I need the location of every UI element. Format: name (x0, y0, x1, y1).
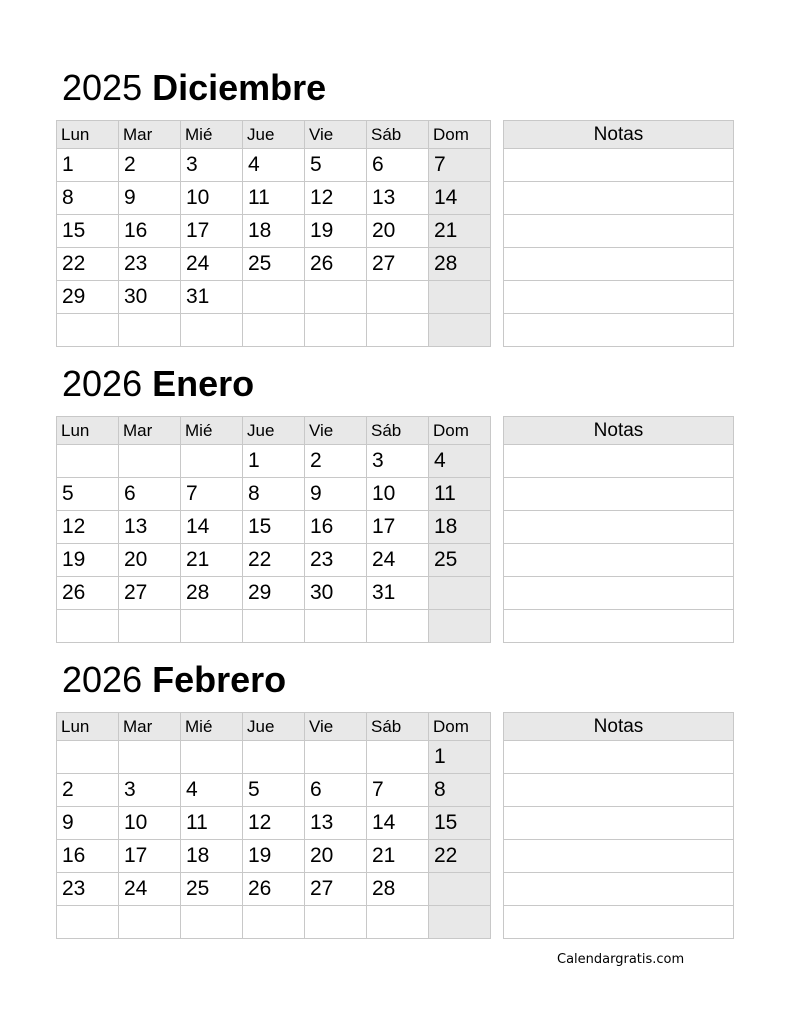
day-cell: 17 (119, 840, 181, 873)
day-cell: 27 (119, 577, 181, 610)
day-cell (367, 741, 429, 774)
day-cell: 14 (429, 182, 491, 215)
day-cell: 2 (57, 774, 119, 807)
day-cell: 6 (119, 478, 181, 511)
day-cell: 19 (243, 840, 305, 873)
day-cell: 3 (181, 149, 243, 182)
day-cell: 24 (367, 544, 429, 577)
day-cell: 25 (429, 544, 491, 577)
notes-line (504, 774, 734, 807)
footer-site: Calendargratis.com (557, 952, 685, 967)
day-cell: 16 (305, 511, 367, 544)
day-cell: 23 (57, 873, 119, 906)
calendar-grid (56, 712, 491, 939)
week-row (57, 840, 491, 873)
weekday-header: Mié (181, 417, 243, 445)
day-cell: 28 (429, 248, 491, 281)
day-cell: 21 (181, 544, 243, 577)
day-cell: 11 (429, 478, 491, 511)
day-cell (429, 314, 491, 347)
day-cell (367, 906, 429, 939)
notes-line (504, 544, 734, 577)
notes-line (504, 511, 734, 544)
notes-line (504, 149, 734, 182)
calendar-grid (56, 416, 491, 643)
day-cell: 24 (181, 248, 243, 281)
month-name: Diciembre (152, 67, 327, 108)
day-cell: 21 (367, 840, 429, 873)
day-cell: 17 (367, 511, 429, 544)
week-row (57, 478, 491, 511)
notes-line (504, 215, 734, 248)
notes-line (504, 281, 734, 314)
day-cell: 3 (367, 445, 429, 478)
weekday-header: Mar (119, 417, 181, 445)
week-row (57, 248, 491, 281)
day-cell (57, 445, 119, 478)
day-cell (181, 314, 243, 347)
weekday-header: Mié (181, 121, 243, 149)
weekday-header: Dom (429, 121, 491, 149)
weekday-header: Lun (57, 121, 119, 149)
day-cell: 9 (57, 807, 119, 840)
day-cell (243, 314, 305, 347)
notes-line (504, 906, 734, 939)
day-cell: 31 (367, 577, 429, 610)
week-row (57, 906, 491, 939)
day-cell: 18 (181, 840, 243, 873)
weekday-header: Jue (243, 713, 305, 741)
day-cell: 27 (305, 873, 367, 906)
day-cell: 23 (305, 544, 367, 577)
week-row (57, 610, 491, 643)
day-cell: 10 (181, 182, 243, 215)
week-row (57, 544, 491, 577)
day-cell: 20 (305, 840, 367, 873)
day-cell: 4 (429, 445, 491, 478)
day-cell: 12 (305, 182, 367, 215)
day-cell: 8 (243, 478, 305, 511)
day-cell (181, 906, 243, 939)
weekday-header-row (57, 713, 491, 741)
day-cell (367, 314, 429, 347)
weekday-header: Vie (305, 713, 367, 741)
day-cell: 19 (305, 215, 367, 248)
day-cell: 2 (119, 149, 181, 182)
day-cell: 22 (429, 840, 491, 873)
notes-line (504, 248, 734, 281)
weekday-header-row (57, 121, 491, 149)
weekday-header: Sáb (367, 121, 429, 149)
day-cell: 30 (119, 281, 181, 314)
weekday-header: Dom (429, 417, 491, 445)
week-row (57, 807, 491, 840)
day-cell: 13 (305, 807, 367, 840)
day-cell: 20 (367, 215, 429, 248)
notes-line (504, 577, 734, 610)
day-cell: 7 (429, 149, 491, 182)
week-row (57, 774, 491, 807)
weekday-header: Sáb (367, 417, 429, 445)
day-cell: 22 (57, 248, 119, 281)
day-cell (119, 610, 181, 643)
day-cell: 26 (57, 577, 119, 610)
day-cell (243, 741, 305, 774)
notes-line (504, 873, 734, 906)
day-cell (57, 314, 119, 347)
day-cell: 16 (57, 840, 119, 873)
weekday-header: Jue (243, 417, 305, 445)
day-cell: 17 (181, 215, 243, 248)
month-title (62, 660, 286, 700)
weekday-header: Sáb (367, 713, 429, 741)
day-cell (429, 873, 491, 906)
day-cell: 10 (119, 807, 181, 840)
day-cell: 20 (119, 544, 181, 577)
weekday-header: Vie (305, 121, 367, 149)
day-cell: 31 (181, 281, 243, 314)
day-cell: 4 (181, 774, 243, 807)
notes-line (504, 807, 734, 840)
weekday-header-row (57, 417, 491, 445)
month-title (62, 364, 254, 404)
week-row (57, 314, 491, 347)
day-cell: 12 (57, 511, 119, 544)
weekday-header: Mar (119, 121, 181, 149)
day-cell: 11 (181, 807, 243, 840)
day-cell (367, 610, 429, 643)
day-cell (429, 577, 491, 610)
weekday-header: Mar (119, 713, 181, 741)
week-row (57, 149, 491, 182)
day-cell: 13 (367, 182, 429, 215)
day-cell (119, 741, 181, 774)
week-row (57, 873, 491, 906)
day-cell: 13 (119, 511, 181, 544)
day-cell: 29 (57, 281, 119, 314)
day-cell: 15 (57, 215, 119, 248)
notes-line (504, 840, 734, 873)
day-cell: 10 (367, 478, 429, 511)
day-cell: 28 (367, 873, 429, 906)
day-cell: 6 (305, 774, 367, 807)
day-cell: 1 (429, 741, 491, 774)
notes-line (504, 478, 734, 511)
weekday-header: Jue (243, 121, 305, 149)
day-cell: 23 (119, 248, 181, 281)
day-cell: 7 (181, 478, 243, 511)
day-cell (57, 906, 119, 939)
week-row (57, 577, 491, 610)
day-cell: 26 (305, 248, 367, 281)
day-cell: 16 (119, 215, 181, 248)
notes-header: Notas (504, 417, 734, 445)
notes-line (504, 314, 734, 347)
notes-box (503, 120, 734, 347)
day-cell: 4 (243, 149, 305, 182)
day-cell: 14 (181, 511, 243, 544)
month-name: Febrero (152, 659, 287, 700)
day-cell (305, 281, 367, 314)
day-cell (181, 610, 243, 643)
week-row (57, 511, 491, 544)
weekday-header: Vie (305, 417, 367, 445)
month-name: Enero (152, 363, 255, 404)
week-row (57, 215, 491, 248)
day-cell: 28 (181, 577, 243, 610)
notes-line (504, 445, 734, 478)
day-cell: 8 (57, 182, 119, 215)
day-cell (429, 906, 491, 939)
notes-line (504, 741, 734, 774)
day-cell (305, 906, 367, 939)
day-cell (367, 281, 429, 314)
week-row (57, 741, 491, 774)
day-cell: 29 (243, 577, 305, 610)
day-cell: 8 (429, 774, 491, 807)
day-cell: 5 (305, 149, 367, 182)
day-cell (119, 314, 181, 347)
day-cell: 14 (367, 807, 429, 840)
day-cell: 18 (429, 511, 491, 544)
day-cell: 25 (243, 248, 305, 281)
day-cell (429, 610, 491, 643)
weekday-header: Lun (57, 417, 119, 445)
day-cell: 11 (243, 182, 305, 215)
notes-header: Notas (504, 713, 734, 741)
day-cell: 15 (429, 807, 491, 840)
weekday-header: Mié (181, 713, 243, 741)
day-cell: 12 (243, 807, 305, 840)
notes-line (504, 182, 734, 215)
week-row (57, 281, 491, 314)
day-cell: 15 (243, 511, 305, 544)
notes-box (503, 712, 734, 939)
day-cell: 25 (181, 873, 243, 906)
day-cell: 30 (305, 577, 367, 610)
day-cell (243, 281, 305, 314)
day-cell: 24 (119, 873, 181, 906)
week-row (57, 445, 491, 478)
weekday-header: Dom (429, 713, 491, 741)
day-cell: 6 (367, 149, 429, 182)
day-cell: 9 (119, 182, 181, 215)
day-cell: 19 (57, 544, 119, 577)
day-cell (119, 906, 181, 939)
day-cell: 21 (429, 215, 491, 248)
day-cell: 18 (243, 215, 305, 248)
notes-line (504, 610, 734, 643)
day-cell (57, 741, 119, 774)
weekday-header: Lun (57, 713, 119, 741)
day-cell (243, 906, 305, 939)
day-cell: 3 (119, 774, 181, 807)
month-year: 2025 (62, 67, 143, 108)
day-cell (305, 741, 367, 774)
month-title (62, 68, 326, 108)
day-cell: 7 (367, 774, 429, 807)
day-cell (305, 314, 367, 347)
week-row (57, 182, 491, 215)
day-cell (305, 610, 367, 643)
month-year: 2026 (62, 363, 143, 404)
day-cell: 5 (57, 478, 119, 511)
notes-header: Notas (504, 121, 734, 149)
day-cell: 26 (243, 873, 305, 906)
day-cell: 2 (305, 445, 367, 478)
notes-box (503, 416, 734, 643)
day-cell: 9 (305, 478, 367, 511)
day-cell: 5 (243, 774, 305, 807)
day-cell: 1 (243, 445, 305, 478)
day-cell (429, 281, 491, 314)
day-cell (181, 741, 243, 774)
calendar-grid (56, 120, 491, 347)
day-cell (181, 445, 243, 478)
day-cell: 27 (367, 248, 429, 281)
day-cell (243, 610, 305, 643)
day-cell (57, 610, 119, 643)
day-cell: 22 (243, 544, 305, 577)
day-cell (119, 445, 181, 478)
month-year: 2026 (62, 659, 143, 700)
day-cell: 1 (57, 149, 119, 182)
